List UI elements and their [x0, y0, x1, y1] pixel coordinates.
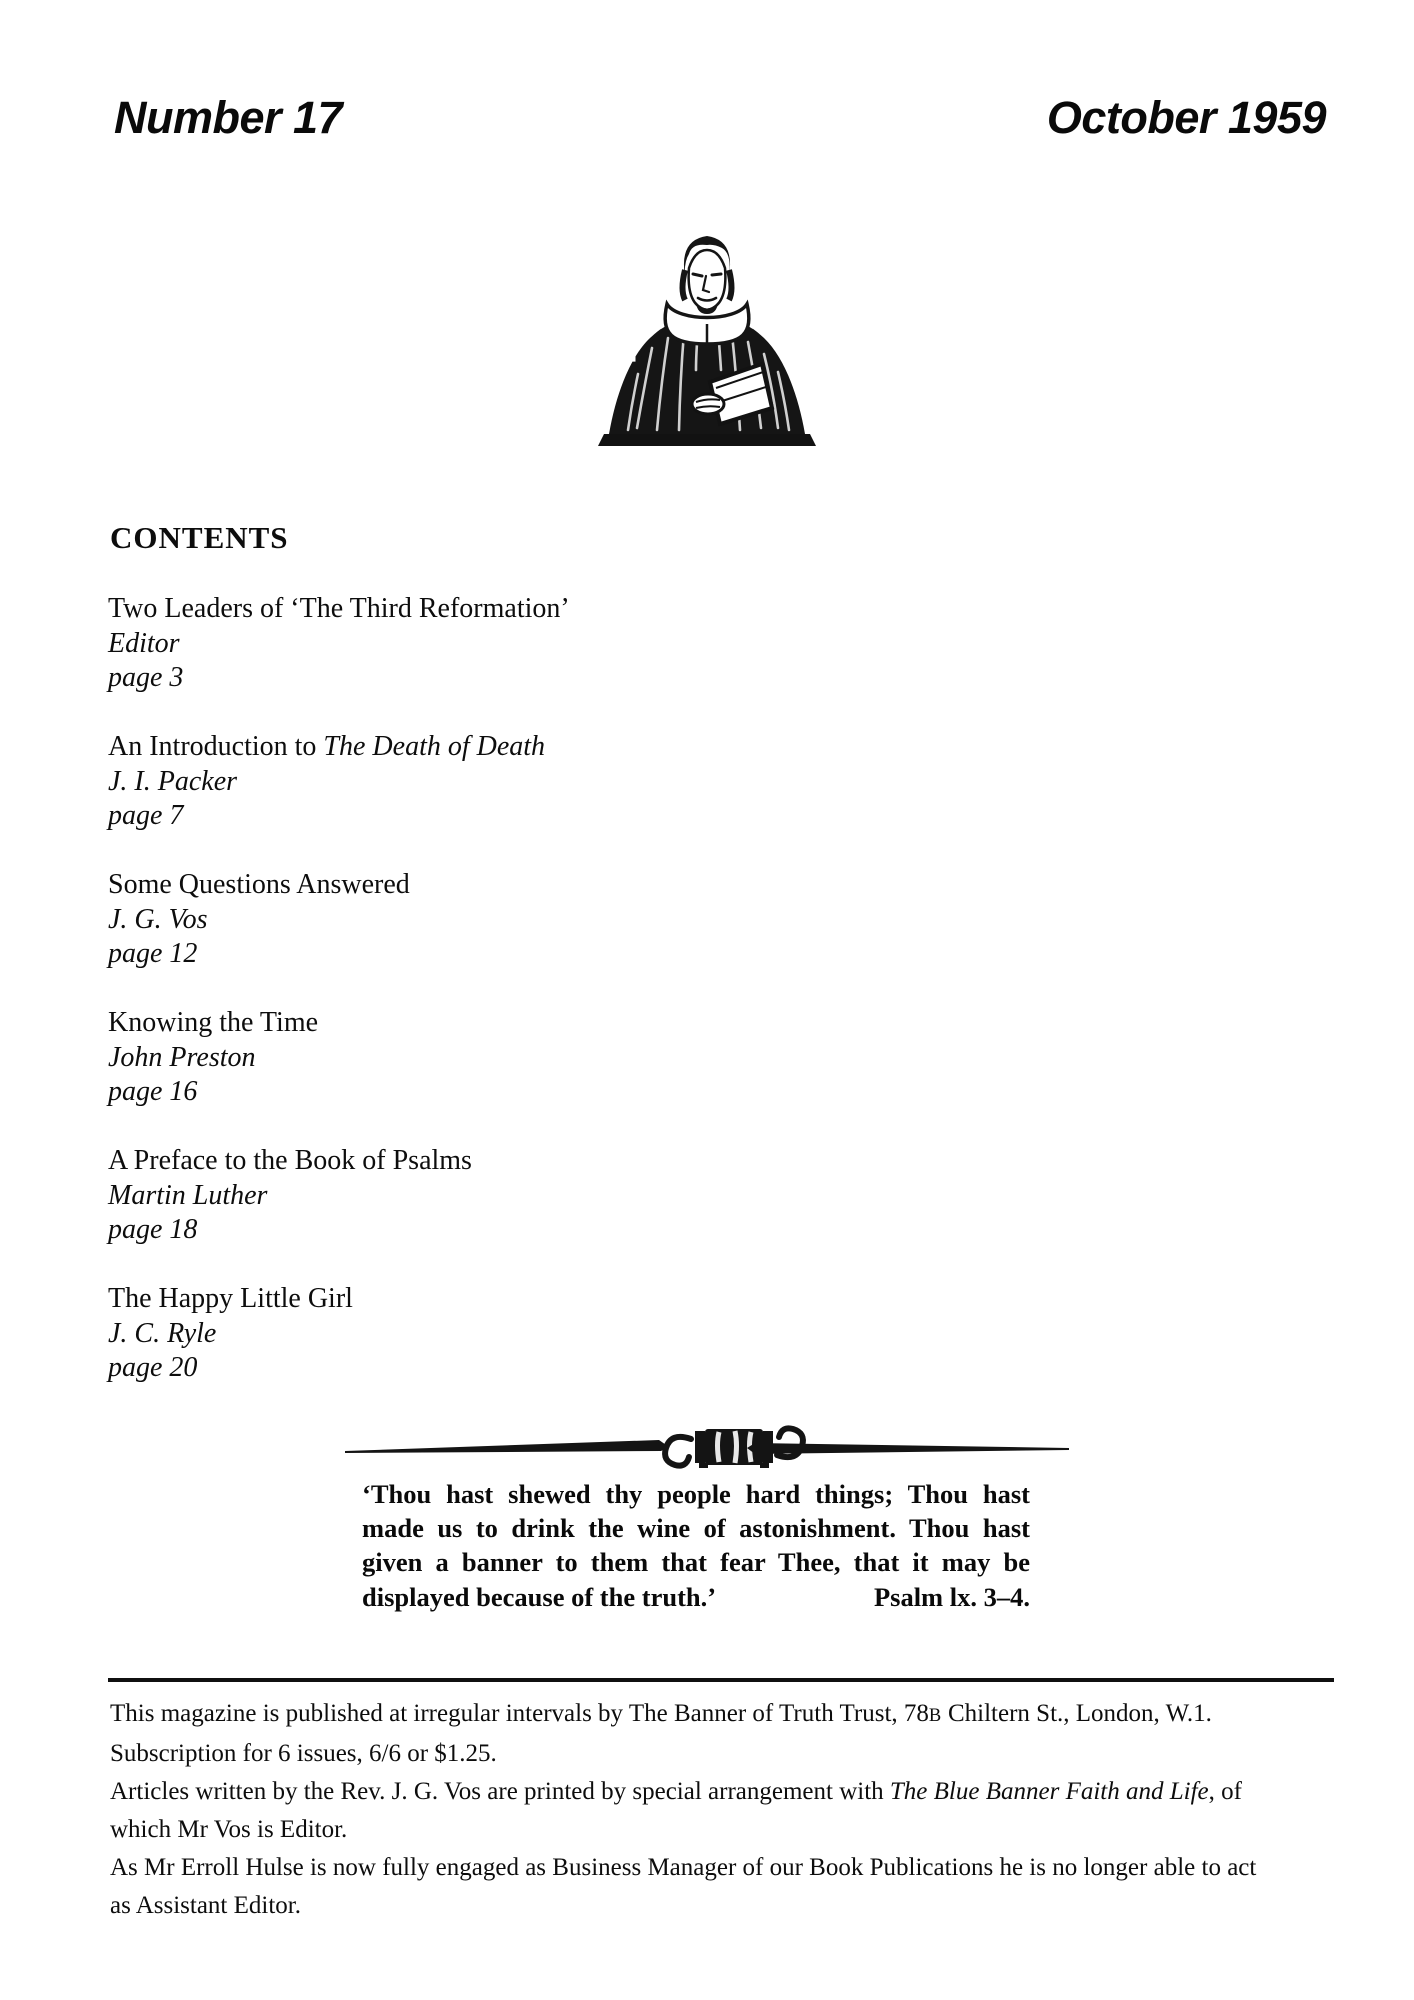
article-page-number: page 18 [108, 1214, 198, 1245]
footer-line: as Assistant Editor. [110, 1892, 301, 1919]
quote-block [362, 1477, 1030, 1614]
article-title: The Happy Little Girl [108, 1283, 353, 1314]
article-page-number: page 3 [108, 662, 184, 693]
contents-item [108, 1144, 808, 1248]
puritan-woodcut-illustration [586, 206, 828, 452]
footer-line: As Mr Erroll Hulse is now fully engaged as Business Manager of our Book Publications he is no longer able to act [110, 1854, 1257, 1881]
contents-item [108, 1282, 808, 1386]
quote-last-line [362, 1580, 1030, 1614]
footer-line: This magazine is published at irregular intervals by The Banner of Truth Trust, 78B Chiltern St., London, W.1. [110, 1700, 1212, 1727]
quote-line: displayed because of the truth.’ [362, 1581, 717, 1612]
article-author: Martin Luther [108, 1179, 268, 1211]
article-title: Knowing the Time [108, 1007, 319, 1038]
footer-block [110, 1695, 1350, 1925]
ornamental-divider [343, 1424, 1071, 1470]
footer-rule [108, 1678, 1334, 1682]
article-title: Some Questions Answered [108, 869, 410, 900]
contents-item [108, 730, 808, 834]
article-page-number: page 7 [108, 800, 184, 831]
contents-item [108, 1006, 808, 1110]
article-author: J. G. Vos [108, 903, 208, 935]
puritan-woodcut-svg [586, 206, 828, 452]
issue-number: Number 17 [114, 92, 343, 143]
quote-line: ‘Thou hast shewed thy people hard things; Thou hast [362, 1479, 1030, 1509]
article-page-number: page 12 [108, 938, 198, 969]
footer-line: Subscription for 6 issues, 6/6 or $1.25. [110, 1740, 497, 1767]
article-author: John Preston [108, 1041, 256, 1073]
quote-reference: Psalm lx. 3–4. [873, 1581, 1030, 1612]
ornamental-rule-svg [343, 1424, 1071, 1470]
contents-item [108, 868, 808, 972]
footer-line: Articles written by the Rev. J. G. Vos are printed by special arrangement with The Blue Banner Faith and Life, of [110, 1778, 1242, 1805]
contents-heading: CONTENTS [110, 520, 289, 555]
contents-item [108, 592, 808, 696]
article-author: J. I. Packer [108, 765, 238, 797]
article-author: Editor [108, 627, 180, 659]
article-author: J. C. Ryle [108, 1317, 217, 1349]
article-title: An Introduction to The Death of Death [108, 731, 546, 762]
contents-list [108, 592, 808, 1420]
footer-line: which Mr Vos is Editor. [110, 1816, 348, 1843]
article-page-number: page 20 [108, 1352, 198, 1383]
quote-line: made us to drink the wine of astonishment. Thou hast [362, 1513, 1030, 1544]
footer-paragraph [110, 1695, 1350, 1773]
article-title: A Preface to the Book of Psalms [108, 1145, 472, 1176]
article-title: Two Leaders of ‘The Third Reformation’ [108, 593, 570, 624]
footer-paragraph [110, 1773, 1350, 1849]
issue-date: October 1959 [1046, 92, 1326, 143]
article-page-number: page 16 [108, 1076, 198, 1107]
footer-paragraph [110, 1849, 1350, 1925]
quote-line: given a banner to them that fear Thee, that it may be [362, 1547, 1030, 1578]
